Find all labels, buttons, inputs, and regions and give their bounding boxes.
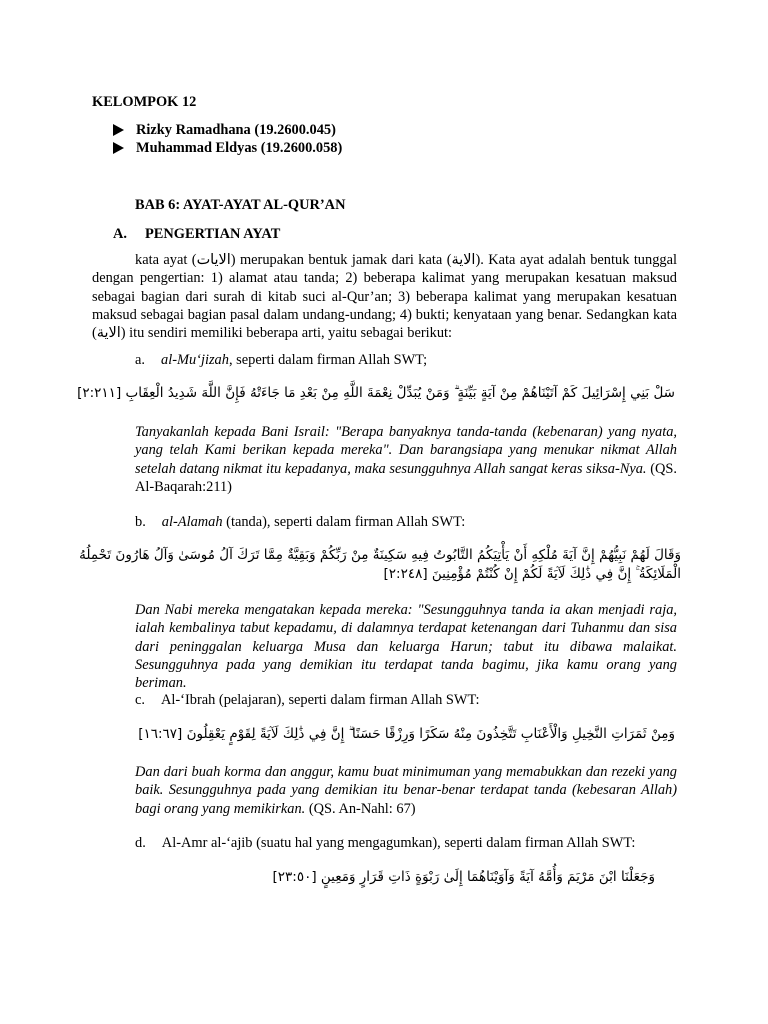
item-text: (tanda), seperti dalam firman Allah SWT: — [222, 514, 466, 530]
arrow-bullet-icon — [113, 124, 124, 136]
item-marker: d. — [135, 835, 146, 851]
member-name: Muhammad Eldyas (19.2600.058) — [136, 140, 343, 156]
item-marker: a. — [135, 352, 145, 368]
arabic-verse-line-1: وَقَالَ لَهُمْ نَبِيُّهُمْ إِنَّ آيَةَ مُلْكِهِ أَنْ يَأْتِيَكُمُ التَّابُوتُ فِيهِ سَكِينَةٌ مِنْ رَبِّكُمْ وَبَقِيَّةٌ مِمَّا تَرَكَ آلُ مُوسَىٰ وَآلُ هَارُونَ تَحْمِلُهُ — [79, 547, 681, 563]
verse-source: (QS. Al-Baqarah:211) — [135, 460, 677, 495]
item-text: Al-‘Ibrah (pelajaran), seperti dalam firman Allah SWT: — [161, 692, 480, 708]
intro-paragraph: kata ayat (الايات) merupakan bentuk jamak dari kata (الاية). Kata ayat adalah bentuk tunggal dengan pengertian: 1) alamat atau tanda; 2) beberapa kalimat yang merupakan kesatuan maksud sebagai bagian dari surah di kitab suci al-Qur’an; 3) beberapa kalimat yang merupakan kesatuan maksud sebagai bagian pasal dalam undang-undang; 4) bukti; kenyataan yang benar. Sedangkan kata (الاية) itu sendiri memiliki beberapa arti, yaitu sebagai berikut: — [92, 252, 677, 342]
verse-source: (QS. An-Nahl: 67) — [305, 800, 416, 817]
verse-translation: Tanyakanlah kepada Bani Israil: "Berapa banyaknya tanda-tanda (kebenaran) yang nyata, yang telah Kami berikan kepada mereka". Dan barangsiapa yang menukar nikmat Allah setelah datang nikmat itu kepadanya, maka sesungguhnya Allah sangat keras siksa-Nya. (QS. Al-Baqarah:211) — [135, 424, 677, 495]
verse-translation: Dan Nabi mereka mengatakan kepada mereka: "Sesungguhnya tanda ia akan menjadi raja, ialah kembalinya tabut kepadamu, di dalamnya terdapat ketenangan dari Tuhanmu dan sisa dari peninggalan keluarga Musa dan keluarga Harun; tabut itu dibawa malaikat. Sesungguhnya pada yang demikian itu terdapat tanda bagimu, jika kamu orang yang beriman. — [135, 602, 677, 692]
section-heading — [113, 225, 280, 243]
arabic-verse: سَلْ بَنِي إِسْرَائِيلَ كَمْ آتَيْنَاهُمْ مِنْ آيَةٍ بَيِّنَةٍ ۗ وَمَنْ يُبَدِّلْ نِعْمَةَ اللَّهِ مِنْ بَعْدِ مَا جَاءَتْهُ فَإِنَّ اللَّهَ شَدِيدُ الْعِقَابِ [٢:٢١١] — [77, 385, 675, 401]
item-term: al-Alamah — [161, 514, 223, 530]
member-item — [113, 121, 336, 139]
list-item — [135, 834, 635, 852]
item-text: , seperti dalam firman Allah SWT; — [228, 352, 428, 368]
member-name: Rizky Ramadhana (19.2600.045) — [136, 122, 336, 138]
list-item — [135, 691, 480, 709]
arrow-bullet-icon — [113, 142, 124, 154]
list-item — [135, 513, 465, 531]
arabic-verse: وَجَعَلْنَا ابْنَ مَرْيَمَ وَأُمَّهُ آيَةً وَآوَيْنَاهُمَا إِلَىٰ رَبْوَةٍ ذَاتِ قَرَارٍ وَمَعِينٍ [٢٣:٥٠] — [272, 869, 655, 885]
section-letter: A. — [113, 226, 127, 242]
chapter-heading: BAB 6: AYAT-AYAT AL-QUR’AN — [135, 197, 346, 213]
section-title: PENGERTIAN AYAT — [145, 226, 281, 242]
arabic-verse: وَمِنْ ثَمَرَاتِ النَّخِيلِ وَالْأَعْنَابِ تَتَّخِذُونَ مِنْهُ سَكَرًا وَرِزْقًا حَسَنًا ۗ إِنَّ فِي ذَٰلِكَ لَآيَةً لِقَوْمٍ يَعْقِلُونَ [١٦:٦٧] — [138, 726, 675, 742]
item-marker: b. — [135, 514, 146, 530]
list-item — [135, 351, 427, 369]
member-item — [113, 139, 342, 157]
item-marker: c. — [135, 692, 145, 708]
verse-translation: Dan dari buah korma dan anggur, kamu buat minimuman yang memabukkan dan rezeki yang baik. Sesungguhnya pada yang demikian itu benar-benar terdapat tanda (kebesaran Allah) bagi orang yang memikirkan. (QS. An-Nahl: 67) — [135, 764, 677, 817]
group-title: KELOMPOK 12 — [92, 94, 197, 110]
item-text: Al-Amr al-‘ajib (suatu hal yang mengagumkan), seperti dalam firman Allah SWT: — [161, 835, 636, 851]
item-term: al-Mu‘jizah — [161, 352, 229, 368]
arabic-verse-line-2: الْمَلَائِكَةُ ۚ إِنَّ فِي ذَٰلِكَ لَآيَةً لَكُمْ إِنْ كُنْتُمْ مُؤْمِنِينَ [٢:٢٤٨] — [383, 566, 681, 582]
